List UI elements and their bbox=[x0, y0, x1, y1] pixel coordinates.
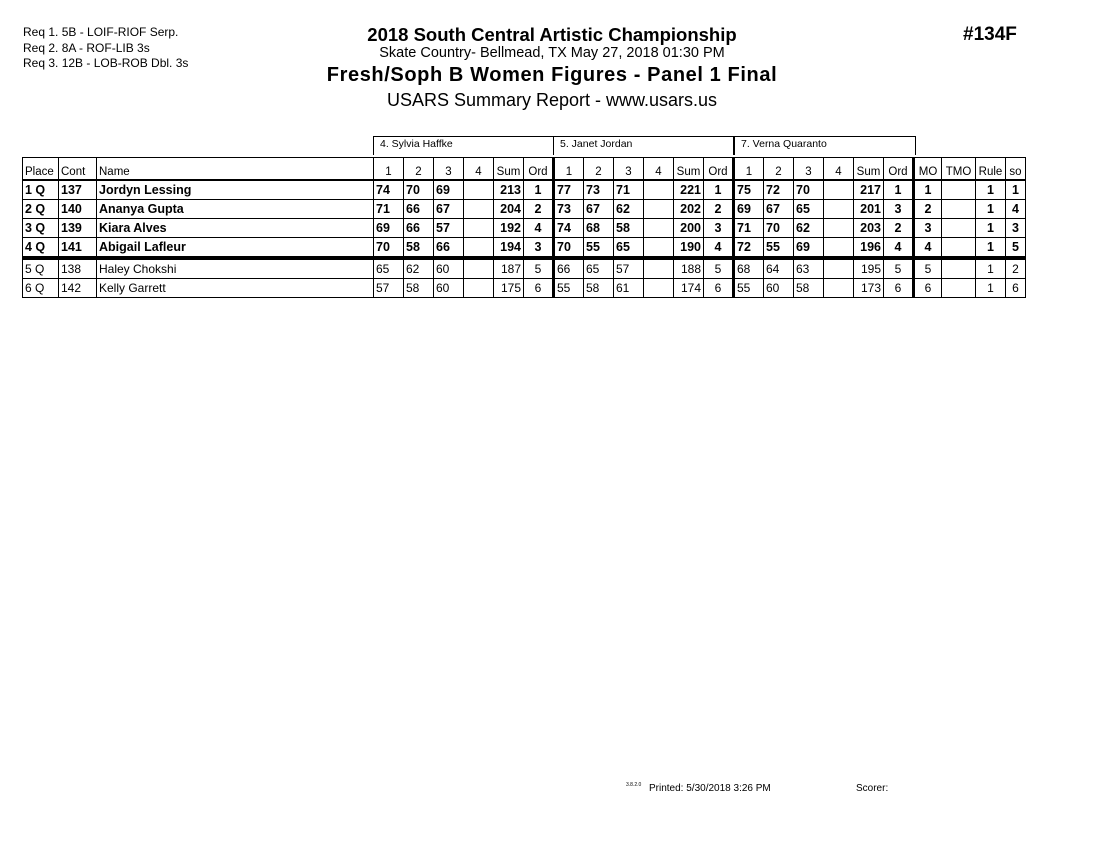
judge-3-score-1-cell: 68 bbox=[734, 258, 764, 279]
judge-2-score-3-cell: 61 bbox=[614, 279, 644, 298]
col-tmo: TMO bbox=[942, 158, 976, 181]
col-j2-ord: Ord bbox=[704, 158, 734, 181]
judge-1-sum-cell: 204 bbox=[494, 200, 524, 219]
judge-1-score-4-cell bbox=[464, 279, 494, 298]
skater-name-cell: Kelly Garrett bbox=[97, 279, 374, 298]
judge-2-sum-cell: 190 bbox=[674, 238, 704, 259]
table-row bbox=[23, 219, 1026, 238]
requirements-list bbox=[23, 25, 188, 72]
contestant-number-cell: 139 bbox=[59, 219, 97, 238]
contestant-number-cell: 140 bbox=[59, 200, 97, 219]
col-j2-2: 2 bbox=[584, 158, 614, 181]
judge-1-score-2-cell: 70 bbox=[404, 180, 434, 200]
contestant-number-cell: 138 bbox=[59, 258, 97, 279]
judge-2-score-3-cell: 57 bbox=[614, 258, 644, 279]
judge-1-ordinal-cell: 1 bbox=[524, 180, 554, 200]
judge-1-score-3-cell: 66 bbox=[434, 238, 464, 259]
col-j3-ord: Ord bbox=[884, 158, 914, 181]
place-cell: 1 Q bbox=[23, 180, 59, 200]
so-cell: 6 bbox=[1006, 279, 1026, 298]
judge-3-score-3-cell: 70 bbox=[794, 180, 824, 200]
so-cell: 4 bbox=[1006, 200, 1026, 219]
tmo-cell bbox=[942, 200, 976, 219]
venue-date: Skate Country- Bellmead, TX May 27, 2018 01:30 PM bbox=[379, 45, 725, 61]
judge-2-sum-cell: 202 bbox=[674, 200, 704, 219]
judge-2-score-4-cell bbox=[644, 238, 674, 259]
judge-3-ordinal-cell: 5 bbox=[884, 258, 914, 279]
judge-2-ordinal-cell: 6 bbox=[704, 279, 734, 298]
software-version: 3.8.2.0 bbox=[626, 782, 642, 788]
skater-name-cell: Ananya Gupta bbox=[97, 200, 374, 219]
judge-1-score-2-cell: 66 bbox=[404, 200, 434, 219]
requirement-2: Req 2. 8A - ROF-LIB 3s bbox=[23, 40, 150, 55]
col-place: Place bbox=[23, 158, 59, 181]
judge-1-score-3-cell: 67 bbox=[434, 200, 464, 219]
event-name: Fresh/Soph B Women Figures - Panel 1 Final bbox=[326, 64, 778, 86]
mo-cell: 4 bbox=[914, 238, 942, 259]
mo-cell: 3 bbox=[914, 219, 942, 238]
judge-2-sum-cell: 174 bbox=[674, 279, 704, 298]
judge-2-score-4-cell bbox=[644, 180, 674, 200]
judge-3-score-2-cell: 64 bbox=[764, 258, 794, 279]
requirement-3: Req 3. 12B - LOB-ROB Dbl. 3s bbox=[23, 56, 189, 70]
judge-2-ordinal-cell: 4 bbox=[704, 238, 734, 259]
judge-1-ordinal-cell: 4 bbox=[524, 219, 554, 238]
tmo-cell bbox=[942, 219, 976, 238]
col-so: so bbox=[1006, 158, 1026, 181]
event-number: #134F bbox=[963, 24, 1017, 45]
results-table bbox=[22, 157, 1026, 298]
mo-cell: 5 bbox=[914, 258, 942, 279]
tmo-cell bbox=[942, 238, 976, 259]
judge-3-score-3-cell: 58 bbox=[794, 279, 824, 298]
judge-3-score-3-cell: 63 bbox=[794, 258, 824, 279]
judge-2-score-2-cell: 68 bbox=[584, 219, 614, 238]
tmo-cell bbox=[942, 180, 976, 200]
judge-2-score-1-cell: 70 bbox=[554, 238, 584, 259]
judge-1-sum-cell: 187 bbox=[494, 258, 524, 279]
judge-3-score-4-cell bbox=[824, 200, 854, 219]
page-title: 2018 South Central Artistic Championship bbox=[367, 24, 737, 45]
judge-header-1: 4. Sylvia Haffke bbox=[373, 136, 554, 155]
judge-1-score-2-cell: 62 bbox=[404, 258, 434, 279]
judge-3-sum-cell: 201 bbox=[854, 200, 884, 219]
judge-3-ordinal-cell: 6 bbox=[884, 279, 914, 298]
judge-1-score-1-cell: 57 bbox=[374, 279, 404, 298]
col-j2-3: 3 bbox=[614, 158, 644, 181]
judge-3-ordinal-cell: 2 bbox=[884, 219, 914, 238]
judge-header-3: 7. Verna Quaranto bbox=[734, 136, 916, 155]
mo-cell: 2 bbox=[914, 200, 942, 219]
col-j2-4: 4 bbox=[644, 158, 674, 181]
judge-2-score-3-cell: 65 bbox=[614, 238, 644, 259]
table-header-row bbox=[23, 158, 1026, 181]
judge-3-score-2-cell: 60 bbox=[764, 279, 794, 298]
col-j3-3: 3 bbox=[794, 158, 824, 181]
judge-3-score-2-cell: 70 bbox=[764, 219, 794, 238]
judge-2-score-1-cell: 55 bbox=[554, 279, 584, 298]
col-rule: Rule bbox=[976, 158, 1006, 181]
judge-2-ordinal-cell: 2 bbox=[704, 200, 734, 219]
col-j3-2: 2 bbox=[764, 158, 794, 181]
report-name: USARS Summary Report - www.usars.us bbox=[386, 90, 718, 110]
tmo-cell bbox=[942, 258, 976, 279]
judge-1-score-2-cell: 58 bbox=[404, 279, 434, 298]
so-cell: 5 bbox=[1006, 238, 1026, 259]
skater-name-cell: Haley Chokshi bbox=[97, 258, 374, 279]
judge-3-score-3-cell: 62 bbox=[794, 219, 824, 238]
judge-3-sum-cell: 173 bbox=[854, 279, 884, 298]
so-cell: 1 bbox=[1006, 180, 1026, 200]
contestant-number-cell: 142 bbox=[59, 279, 97, 298]
col-name: Name bbox=[97, 158, 374, 181]
judge-1-ordinal-cell: 6 bbox=[524, 279, 554, 298]
judge-2-score-1-cell: 73 bbox=[554, 200, 584, 219]
judge-3-ordinal-cell: 3 bbox=[884, 200, 914, 219]
judge-1-score-1-cell: 69 bbox=[374, 219, 404, 238]
rule-cell: 1 bbox=[976, 279, 1006, 298]
scorer-label: Scorer: bbox=[856, 783, 889, 794]
judge-1-score-1-cell: 65 bbox=[374, 258, 404, 279]
place-cell: 5 Q bbox=[23, 258, 59, 279]
judge-3-sum-cell: 203 bbox=[854, 219, 884, 238]
skater-name-cell: Jordyn Lessing bbox=[97, 180, 374, 200]
judge-2-score-1-cell: 66 bbox=[554, 258, 584, 279]
col-mo: MO bbox=[914, 158, 942, 181]
judge-2-score-1-cell: 77 bbox=[554, 180, 584, 200]
judge-3-score-4-cell bbox=[824, 279, 854, 298]
place-cell: 2 Q bbox=[23, 200, 59, 219]
judge-2-ordinal-cell: 1 bbox=[704, 180, 734, 200]
judge-3-sum-cell: 196 bbox=[854, 238, 884, 259]
judge-1-score-2-cell: 58 bbox=[404, 238, 434, 259]
judge-3-score-1-cell: 71 bbox=[734, 219, 764, 238]
judge-3-sum-cell: 195 bbox=[854, 258, 884, 279]
judge-2-sum-cell: 200 bbox=[674, 219, 704, 238]
judge-3-score-4-cell bbox=[824, 238, 854, 259]
judge-3-score-1-cell: 75 bbox=[734, 180, 764, 200]
col-j2-1: 1 bbox=[554, 158, 584, 181]
rule-cell: 1 bbox=[976, 200, 1006, 219]
judge-1-score-1-cell: 71 bbox=[374, 200, 404, 219]
judge-1-score-4-cell bbox=[464, 219, 494, 238]
skater-name-cell: Kiara Alves bbox=[97, 219, 374, 238]
judge-3-score-4-cell bbox=[824, 180, 854, 200]
judge-header-2: 5. Janet Jordan bbox=[553, 136, 734, 155]
judge-1-score-2-cell: 66 bbox=[404, 219, 434, 238]
judge-1-score-1-cell: 74 bbox=[374, 180, 404, 200]
judge-1-score-3-cell: 60 bbox=[434, 279, 464, 298]
rule-cell: 1 bbox=[976, 238, 1006, 259]
judge-2-score-2-cell: 73 bbox=[584, 180, 614, 200]
so-cell: 3 bbox=[1006, 219, 1026, 238]
table-row bbox=[23, 279, 1026, 298]
judge-2-score-1-cell: 74 bbox=[554, 219, 584, 238]
col-j1-ord: Ord bbox=[524, 158, 554, 181]
col-cont: Cont bbox=[59, 158, 97, 181]
judge-2-score-3-cell: 62 bbox=[614, 200, 644, 219]
judge-2-score-4-cell bbox=[644, 219, 674, 238]
place-cell: 3 Q bbox=[23, 219, 59, 238]
judge-2-score-2-cell: 55 bbox=[584, 238, 614, 259]
judge-1-ordinal-cell: 3 bbox=[524, 238, 554, 259]
place-cell: 4 Q bbox=[23, 238, 59, 259]
col-j3-sum: Sum bbox=[854, 158, 884, 181]
col-j1-2: 2 bbox=[404, 158, 434, 181]
judge-3-score-4-cell bbox=[824, 219, 854, 238]
judge-1-score-4-cell bbox=[464, 238, 494, 259]
judge-1-score-3-cell: 57 bbox=[434, 219, 464, 238]
judge-2-ordinal-cell: 3 bbox=[704, 219, 734, 238]
judge-3-score-2-cell: 67 bbox=[764, 200, 794, 219]
col-j1-4: 4 bbox=[464, 158, 494, 181]
judge-1-sum-cell: 192 bbox=[494, 219, 524, 238]
judge-2-score-4-cell bbox=[644, 200, 674, 219]
col-j1-sum: Sum bbox=[494, 158, 524, 181]
judge-2-score-2-cell: 67 bbox=[584, 200, 614, 219]
skater-name-cell: Abigail Lafleur bbox=[97, 238, 374, 259]
mo-cell: 6 bbox=[914, 279, 942, 298]
place-cell: 6 Q bbox=[23, 279, 59, 298]
judge-2-score-4-cell bbox=[644, 279, 674, 298]
tmo-cell bbox=[942, 279, 976, 298]
table-row bbox=[23, 238, 1026, 259]
contestant-number-cell: 137 bbox=[59, 180, 97, 200]
mo-cell: 1 bbox=[914, 180, 942, 200]
judge-1-score-3-cell: 69 bbox=[434, 180, 464, 200]
table-row bbox=[23, 200, 1026, 219]
judge-1-sum-cell: 213 bbox=[494, 180, 524, 200]
col-j3-1: 1 bbox=[734, 158, 764, 181]
judge-3-score-1-cell: 72 bbox=[734, 238, 764, 259]
judge-1-score-1-cell: 70 bbox=[374, 238, 404, 259]
table-row bbox=[23, 180, 1026, 200]
judge-3-score-2-cell: 72 bbox=[764, 180, 794, 200]
judge-1-score-3-cell: 60 bbox=[434, 258, 464, 279]
judge-3-score-3-cell: 65 bbox=[794, 200, 824, 219]
judge-3-score-1-cell: 55 bbox=[734, 279, 764, 298]
judge-2-score-3-cell: 58 bbox=[614, 219, 644, 238]
rule-cell: 1 bbox=[976, 180, 1006, 200]
printed-timestamp: Printed: 5/30/2018 3:26 PM bbox=[649, 783, 771, 794]
judge-1-score-4-cell bbox=[464, 200, 494, 219]
judge-2-sum-cell: 221 bbox=[674, 180, 704, 200]
judge-1-ordinal-cell: 5 bbox=[524, 258, 554, 279]
judge-1-score-4-cell bbox=[464, 180, 494, 200]
judge-2-score-3-cell: 71 bbox=[614, 180, 644, 200]
judge-1-sum-cell: 194 bbox=[494, 238, 524, 259]
judge-2-score-2-cell: 65 bbox=[584, 258, 614, 279]
judge-2-ordinal-cell: 5 bbox=[704, 258, 734, 279]
judge-3-score-1-cell: 69 bbox=[734, 200, 764, 219]
judge-1-score-4-cell bbox=[464, 258, 494, 279]
judge-3-score-2-cell: 55 bbox=[764, 238, 794, 259]
judge-2-score-2-cell: 58 bbox=[584, 279, 614, 298]
requirement-1: Req 1. 5B - LOIF-RIOF Serp. bbox=[23, 25, 179, 39]
rule-cell: 1 bbox=[976, 219, 1006, 238]
judge-3-ordinal-cell: 4 bbox=[884, 238, 914, 259]
judge-1-sum-cell: 175 bbox=[494, 279, 524, 298]
judge-2-score-4-cell bbox=[644, 258, 674, 279]
col-j1-1: 1 bbox=[374, 158, 404, 181]
judge-3-score-4-cell bbox=[824, 258, 854, 279]
judge-1-ordinal-cell: 2 bbox=[524, 200, 554, 219]
col-j3-4: 4 bbox=[824, 158, 854, 181]
judge-2-sum-cell: 188 bbox=[674, 258, 704, 279]
so-cell: 2 bbox=[1006, 258, 1026, 279]
contestant-number-cell: 141 bbox=[59, 238, 97, 259]
table-row bbox=[23, 258, 1026, 279]
judge-3-score-3-cell: 69 bbox=[794, 238, 824, 259]
judge-3-ordinal-cell: 1 bbox=[884, 180, 914, 200]
rule-cell: 1 bbox=[976, 258, 1006, 279]
col-j2-sum: Sum bbox=[674, 158, 704, 181]
col-j1-3: 3 bbox=[434, 158, 464, 181]
judge-3-sum-cell: 217 bbox=[854, 180, 884, 200]
